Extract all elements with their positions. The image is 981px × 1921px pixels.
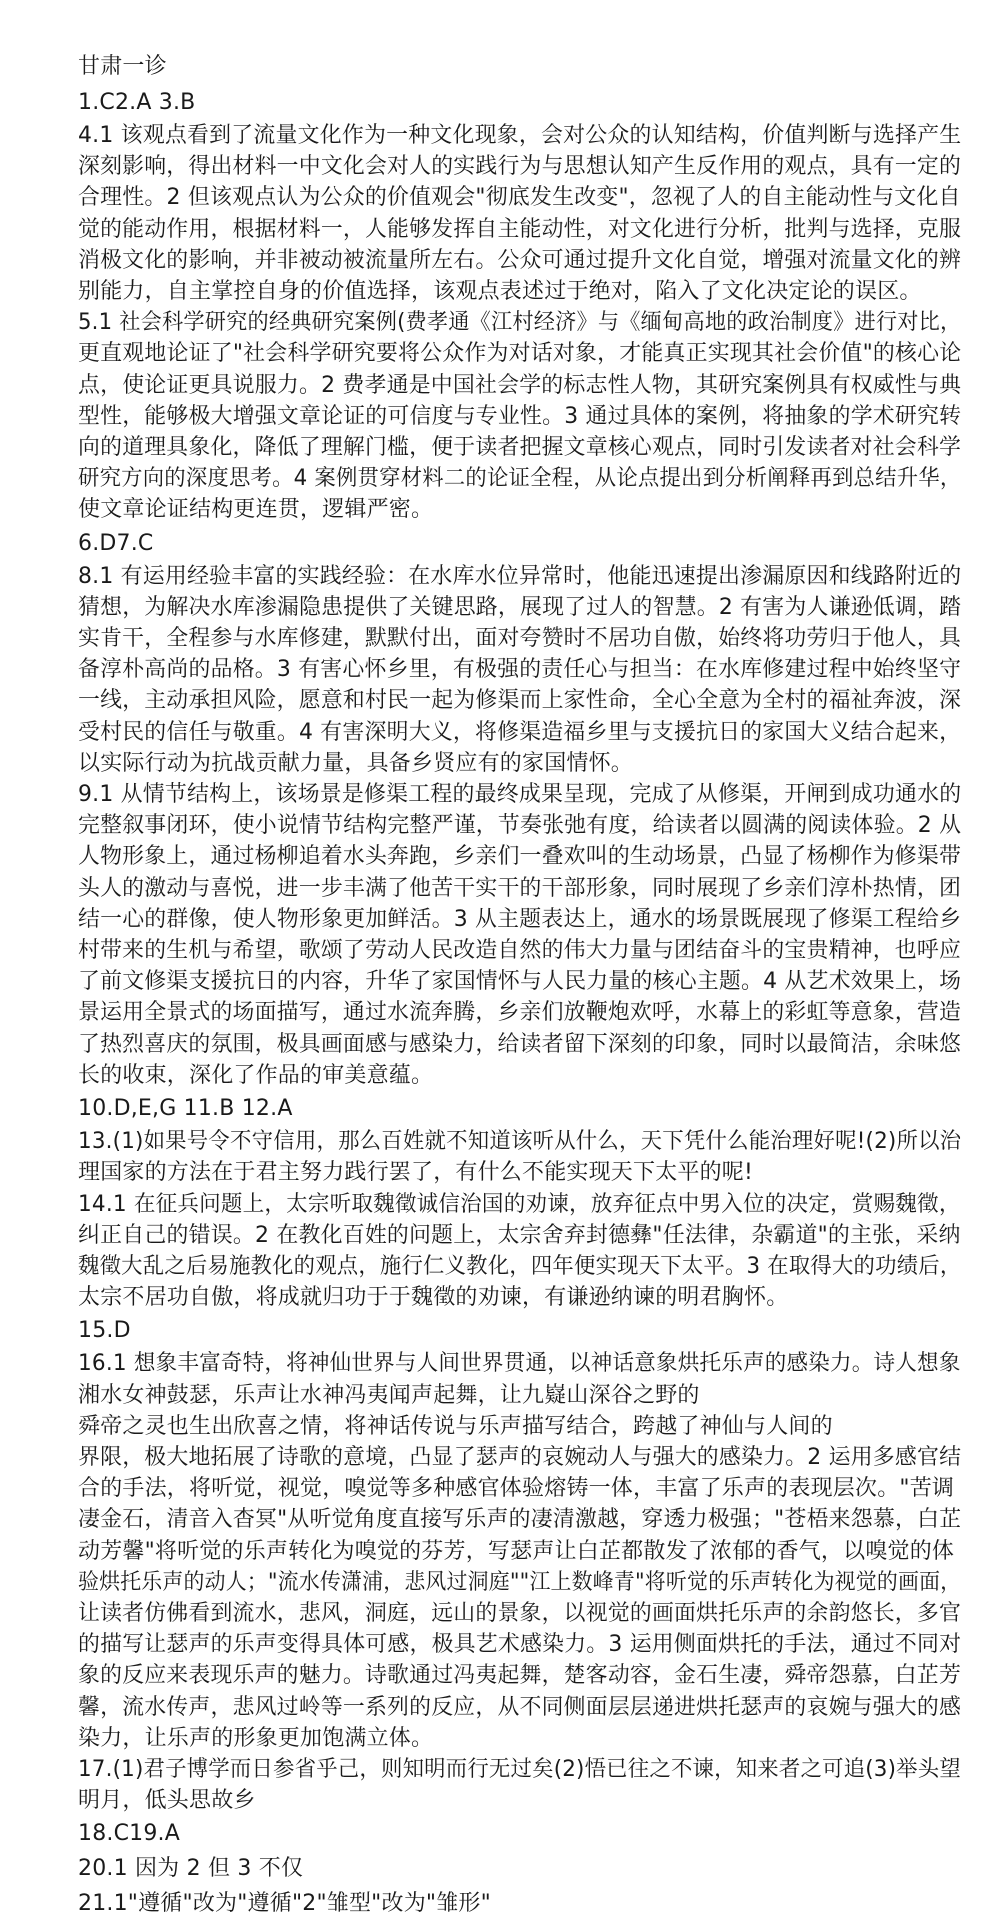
answer-line: 17.(1)君子博学而日参省乎己，则知明而行无过矣(2)悟已往之不谏，知来者之可追(3)举头望 [78,1756,961,1782]
answer-line: 一线，主动承担风险，愿意和村民一起为修渠而上家性命，全心全意为全村的福祉奔波，深 [78,688,962,714]
answer-line: 受村民的信任与敬重。4 有害深明大义，将修渠造福乡里与支援抗日的家国大义结合起来， [78,719,962,745]
answer-block-q18-19 [78,1816,941,1851]
answer-line: 让读者仿佛看到流水，悲风，洞庭，远山的景象，以视觉的画面烘托乐声的余韵悠长，多官 [78,1600,962,1626]
answer-line: 纠正自己的错误。2 在教化百姓的问题上，太宗舍弃封德彝"任法律，杂霸道"的主张，采纳 [78,1222,961,1248]
answer-line: 别能力，自主掌控自身的价值选择，该观点表述过于绝对，陷入了文化决定论的误区。 [78,279,922,305]
answer-line: 明月，低头思故乡 [78,1788,256,1814]
answer-line: 实肯干，全程参与水库修建，默默付出，面对夸赞时不居功自傲，始终将功劳归于他人，具 [78,626,962,652]
answer-line: 13.(1)如果号令不守信用，那么百姓就不知道该听从什么，天下凭什么能治理好呢!(2)所以治 [78,1129,962,1155]
answer-block-q20 [78,1851,941,1886]
answer-line: 使文章论证结构更连贯，逻辑严密。 [78,497,434,523]
document-title: 甘肃一诊 [78,54,167,79]
answer-line: 15.D [78,1318,131,1344]
answer-line: 5.1 社会科学研究的经典研究案例(费孝通《江村经济》与《缅甸高地的政治制度》进行对比， [78,310,962,336]
answer-block-q5 [78,307,962,525]
answer-block-q8 [78,561,962,779]
answer-line: 点，使论证更具说服力。2 费孝通是中国社会学的标志性人物，其研究案例具有权威性与典 [78,372,962,398]
answer-block-q13 [78,1126,962,1188]
answer-line: 研究方向的深度思考。4 案例贯穿材料二的论证全程，从论点提出到分析阐释再到总结升华， [78,466,962,492]
answer-line: 消极文化的影响，并非被动被流量所左右。公众可通过提升文化自觉，增强对流量文化的辨 [78,247,962,273]
answer-line: 14.1 在征兵问题上，太宗听取魏徵诚信治国的劝谏，放弃征点中男入位的决定，赏赐魏徵， [78,1191,961,1217]
answer-line: 舜帝之灵也生出欣喜之情，将神话传说与乐声描写结合，跨越了神仙与人间的 [78,1413,833,1439]
answer-block-q21 [78,1886,941,1921]
answer-line: 凄金石，清音入杳冥"从听觉角度直接写乐声的凄清激越，穿透力极强；"苍梧来怨慕，白芷 [78,1507,962,1533]
answer-block-q14 [78,1189,962,1314]
answer-line: 了热烈喜庆的氛围，极具画面感与感染力，给读者留下深刻的印象，同时以最简洁，余味悠 [78,1031,962,1057]
answer-block-q9 [78,779,962,1091]
answer-line: 以实际行动为抗战贡献力量，具备乡贤应有的家国情怀。 [78,750,634,776]
answer-line: 了前文修渠支援抗日的内容，升华了家国情怀与人民力量的核心主题。4 从艺术效果上，场 [78,969,962,995]
answer-line: 10.D,E,G 11.B 12.A [78,1096,293,1122]
answer-line: 馨，流水传声，悲风过岭等一系列的反应，从不同侧面层层递进烘托瑟声的哀婉与强大的感 [78,1694,962,1720]
answer-line: 型性，能够极大增强文章论证的可信度与专业性。3 通过具体的案例，将抽象的学术研究转 [78,403,962,429]
answer-line: 更直观地论证了"社会科学研究要将公众作为对话对象，才能真正实现其社会价值"的核心论 [78,341,962,367]
answer-line: 人物形象上，通过杨柳追着水头奔跑，乡亲们一叠欢叫的生动场景，凸显了杨柳作为修渠带 [78,844,962,870]
answer-line: 6.D7.C [78,530,154,556]
answer-line: 太宗不居功自傲，将成就归功于于魏徵的劝谏，有谦逊纳谏的明君胸怀。 [78,1285,789,1311]
answer-line: 景运用全景式的场面描写，通过水流奔腾，乡亲们放鞭炮欢呼，水幕上的彩虹等意象，营造 [78,1000,962,1026]
answer-block-q16 [78,1348,962,1754]
answer-content [78,85,962,1921]
answer-block-q15 [78,1313,941,1348]
answer-line: 深刻影响，得出材料一中文化会对人的实践行为与思想认知产生反作用的观点，具有一定的 [78,154,962,180]
answer-line: 向的道理具象化，降低了理解门槛，便于读者把握文章核心观点，同时引发读者对社会科学 [78,435,962,461]
answer-line: 染力，让乐声的形象更加饱满立体。 [78,1725,434,1751]
answer-block-q10-12 [78,1091,941,1126]
answer-line: 20.1 因为 2 但 3 不仅 [78,1856,304,1882]
answer-block-q4 [78,120,962,307]
answer-line: 备淳朴高尚的品格。3 有害心怀乡里，有极强的责任心与担当：在水库修建过程中始终坚守 [78,657,962,683]
answer-line: 验烘托乐声的动人；"流水传潇浦，悲风过洞庭""江上数峰青"将听觉的乐声转化为视觉的画面， [78,1569,962,1595]
answer-line: 8.1 有运用经验丰富的实践经验：在水库水位异常时，他能迅速提出渗漏原因和线路附近的 [78,563,962,589]
answer-block-q6-7 [78,526,941,561]
answer-line: 猜想，为解决水库渗漏隐患提供了关键思路，展现了过人的智慧。2 有害为人谦逊低调，踏 [78,594,962,620]
answer-block-q17 [78,1754,961,1816]
answer-line: 1.C2.A 3.B [78,90,196,115]
answer-line: 湘水女神鼓瑟，乐声让水神冯夷闻声起舞，让九嶷山深谷之野的 [78,1382,700,1408]
answer-line: 结一心的群像，使人物形象更加鲜活。3 从主题表达上，通水的场景既展现了修渠工程给乡 [78,906,962,932]
answer-line: 头人的激动与喜悦，进一步丰满了他苦干实干的干部形象，同时展现了乡亲们淳朴热情，团 [78,875,962,901]
answer-line: 16.1 想象丰富奇特，将神仙世界与人间世界贯通，以神话意象烘托乐声的感染力。诗人想象 [78,1351,961,1377]
answer-line: 完整叙事闭环，使小说情节结构完整严谨，节奏张弛有度，给读者以圆满的阅读体验。2 从 [78,813,962,839]
answer-line: 魏徵大乱之后易施教化的观点，施行仁义教化，四年便实现天下太平。3 在取得大的功绩后， [78,1253,962,1279]
answer-line: 觉的能动作用，根据材料一，人能够发挥自主能动性，对文化进行分析，批判与选择，克服 [78,216,962,242]
answer-line: 4.1 该观点看到了流量文化作为一种文化现象，会对公众的认知结构，价值判断与选择产生 [78,123,962,148]
answer-line: 长的收束，深化了作品的审美意蕴。 [78,1062,434,1088]
answer-line: 理国家的方法在于君主努力践行罢了，有什么不能实现天下太平的呢! [78,1160,754,1186]
answer-line: 21.1"遵循"改为"遵循"2"雏型"改为"雏形" [78,1891,491,1917]
answer-line: 18.C19.A [78,1821,180,1847]
answer-line: 9.1 从情节结构上，该场景是修渠工程的最终成果呈现，完成了从修渠，开闸到成功通水的 [78,782,962,808]
answer-line: 村带来的生机与希望，歌颂了劳动人民改造自然的伟大力量与团结奋斗的宝贵精神，也呼应 [78,938,962,964]
answer-line: 动芳馨"将听觉的乐声转化为嗅觉的芬芳，写瑟声让白芷都散发了浓郁的香气，以嗅觉的体 [78,1538,955,1564]
answer-block-q1-3 [78,85,941,120]
answer-line: 合的手法，将听觉，视觉，嗅觉等多种感官体验熔铸一体，丰富了乐声的表现层次。"苦调 [78,1476,955,1502]
answer-line: 的描写让瑟声的乐声变得具体可感，极具艺术感染力。3 运用侧面烘托的手法，通过不同对 [78,1632,962,1658]
answer-line: 象的反应来表现乐声的魅力。诗歌通过冯夷起舞，楚客动容，金石生凄，舜帝怨慕，白芷芳 [78,1663,962,1689]
answer-line: 界限，极大地拓展了诗歌的意境，凸显了瑟声的哀婉动人与强大的感染力。2 运用多感官结 [78,1444,962,1470]
answer-line: 合理性。2 但该观点认为公众的价值观会"彻底发生改变"，忽视了人的自主能动性与文化自 [78,185,961,211]
